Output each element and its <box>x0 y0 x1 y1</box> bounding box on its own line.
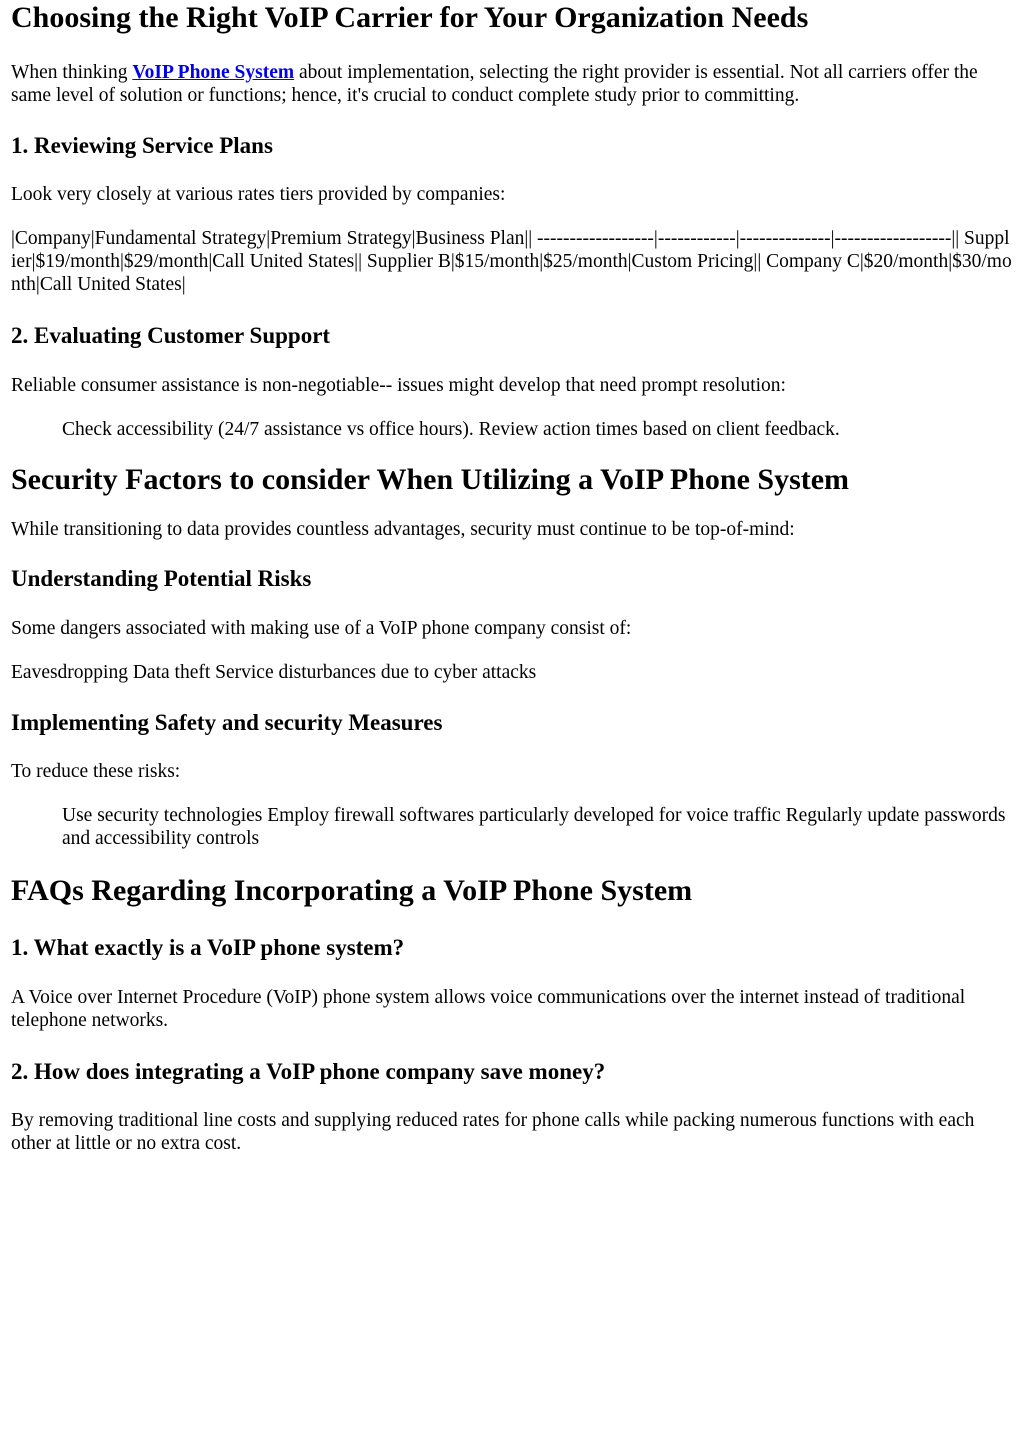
faq-answer-what-is-voip: A Voice over Internet Procedure (VoIP) phone system allows voice communications over the internet instead of traditional telephone networks. <box>11 987 966 1031</box>
customer-support-quote: Check accessibility (24/7 assistance vs office hours). Review action times based on client feedback. <box>62 419 840 440</box>
section-heading-faqs: FAQs Regarding Incorporating a VoIP Phone System <box>11 874 693 907</box>
subheading-implementing-measures: Implementing Safety and security Measures <box>11 710 443 735</box>
customer-support-text: Reliable consumer assistance is non-negotiable-- issues might develop that need prompt resolution: <box>11 375 786 396</box>
voip-phone-system-link[interactable]: VoIP Phone System <box>132 62 295 83</box>
measures-text: To reduce these risks: <box>11 761 181 782</box>
pricing-table-raw-text: |Company|Fundamental Strategy|Premium Strategy|Business Plan|| ------------------|------------|--------------|------------------|| Supplier|$19/month|$29/month|Call United States|| Supplier B|$15/month|$25/month|Custom Pricing|| Company C|$20/month|$30/month|Call United States| <box>11 228 1012 295</box>
service-plans-text: Look very closely at various rates tiers provided by companies: <box>11 184 506 205</box>
subheading-evaluating-customer-support: 2. Evaluating Customer Support <box>11 323 331 348</box>
section-heading-security-factors: Security Factors to consider When Utilizing a VoIP Phone System <box>11 463 850 496</box>
security-intro-text: While transitioning to data provides countless advantages, security must continue to be top-of-mind: <box>11 519 795 540</box>
risks-text: Some dangers associated with making use of a VoIP phone company consist of: <box>11 618 632 639</box>
subheading-understanding-risks: Understanding Potential Risks <box>11 566 312 591</box>
section-heading-choosing-carrier: Choosing the Right VoIP Carrier for Your Organization Needs <box>11 1 809 34</box>
faq-question-save-money: 2. How does integrating a VoIP phone company save money? <box>11 1059 606 1084</box>
measures-quote: Use security technologies Employ firewall softwares particularly developed for voice traffic Regularly update passwords and accessibility controls <box>62 805 1006 849</box>
article-page <box>0 1 1024 1155</box>
intro-paragraph <box>11 61 1014 107</box>
risks-list: Eavesdropping Data theft Service disturbances due to cyber attacks <box>11 662 537 683</box>
faq-answer-save-money: By removing traditional line costs and supplying reduced rates for phone calls while packing numerous functions with each other at little or no extra cost. <box>11 1110 975 1154</box>
intro-text-after-link: about implementation, selecting the right provider is essential. Not all carriers offer the same level of solution or functions; hence, it's crucial to conduct complete study prior to committing. <box>11 62 978 106</box>
intro-text-before-link: When thinking <box>11 62 133 83</box>
faq-question-what-is-voip: 1. What exactly is a VoIP phone system? <box>11 935 405 960</box>
subheading-reviewing-service-plans: 1. Reviewing Service Plans <box>11 133 273 158</box>
